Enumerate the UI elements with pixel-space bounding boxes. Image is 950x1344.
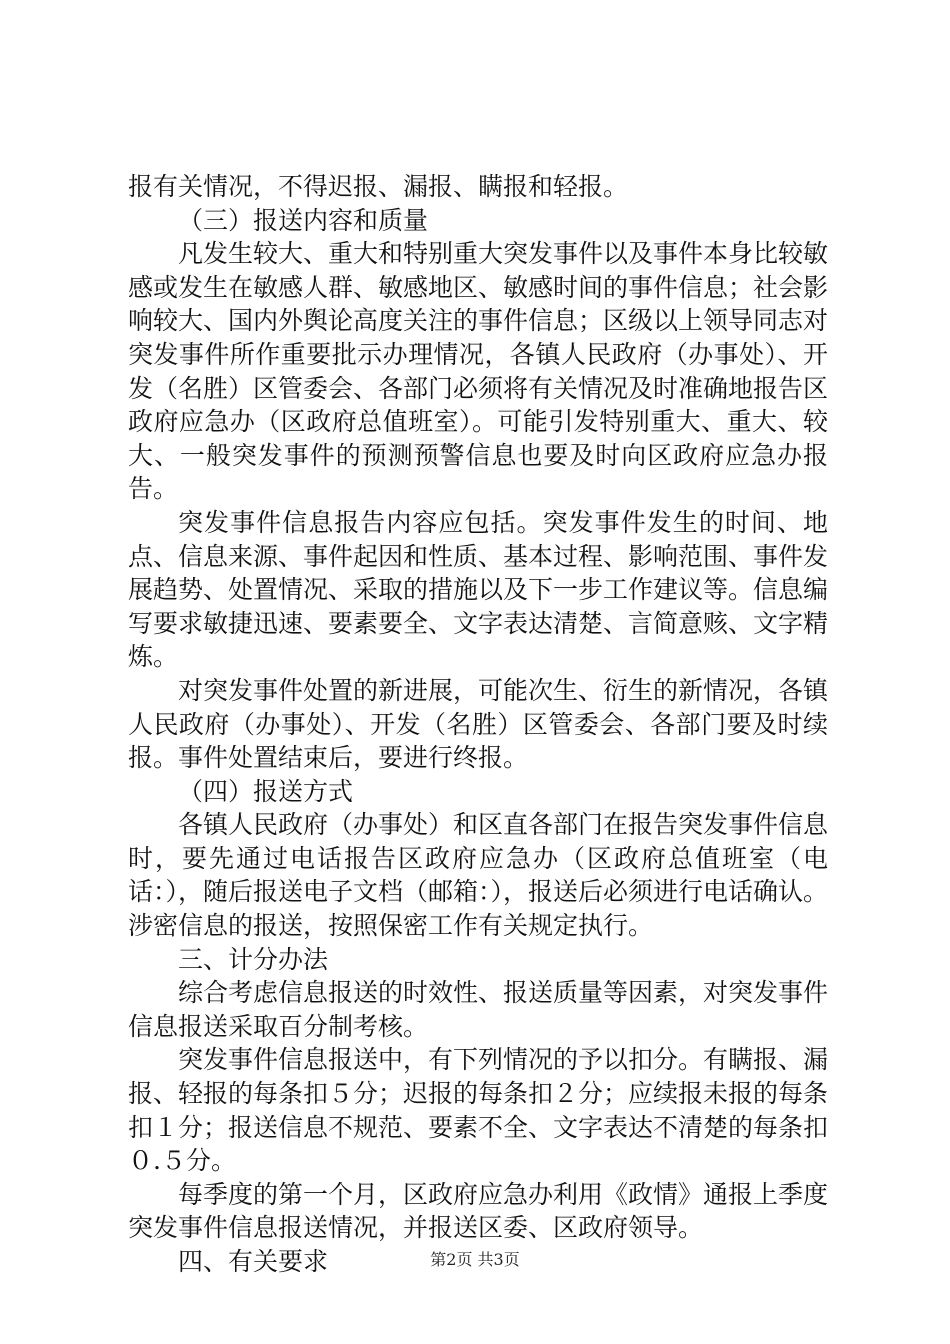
paragraph-11: 每季度的第一个月，区政府应急办利用《政情》通报上季度突发事件信息报送情况，并报送区委、区政府领导。 [128,1179,829,1243]
section-heading-requirements: 四、有关要求 [178,1247,329,1276]
section-heading-3: （三）报送内容和质量 [178,205,429,235]
document-body [128,170,828,1279]
paragraph-1: 报有关情况，不得迟报、漏报、瞒报和轻报。 [128,172,629,201]
page-footer: 第2页 共3页 [430,1250,520,1269]
paragraph-9: 综合考虑信息报送的时效性、报送质量等因素，对突发事件信息报送采取百分制考核。 [128,978,829,1041]
paragraph-3: 凡发生较大、重大和特别重大突发事件以及事件本身比较敏感或发生在敏感人群、敏感地区、敏感时间的事件信息；社会影响较大、国内外舆论高度关注的事件信息；区级以上领导同志对突发事件所作重要批示办理情况，各镇人民政府（办事处）、开发（名胜）区管委会、各部门必须将有关情况及时准确地报告区政府应急办（区政府总值班室）。可能引发特别重大、重大、较大、一般突发事件的预测预警信息也要及时向区政府应急办报告。 [128,239,829,504]
paragraph-7: 各镇人民政府（办事处）和区直各部门在报告突发事件信息时，要先通过电话报告区政府应急办（区政府总值班室（电话：），随后报送电子文档（邮箱：），报送后必须进行电话确认。涉密信息的报送，按照保密工作有关规定执行。 [128,810,829,941]
section-heading-4: （四）报送方式 [178,776,354,806]
paragraph-4: 突发事件信息报告内容应包括。突发事件发生的时间、地点、信息来源、事件起因和性质、基本过程、影响范围、事件发展趋势、处置情况、采取的措施以及下一步工作建议等。信息编写要求敏捷迅速、要素要全、文字表达清楚、言简意赅、文字精炼。 [128,507,829,672]
paragraph-5: 对突发事件处置的新进展，可能次生、衍生的新情况，各镇人民政府（办事处）、开发（名胜）区管委会、各部门要及时续报。事件处置结束后，要进行终报。 [128,675,829,773]
paragraph-10: 突发事件信息报送中，有下列情况的予以扣分。有瞒报、漏报、轻报的每条扣５分；迟报的每条扣２分；应续报未报的每条扣１分；报送信息不规范、要素不全、文字表达不清楚的每条扣０.５分。 [128,1045,829,1176]
section-heading-scoring: 三、计分办法 [178,944,329,974]
